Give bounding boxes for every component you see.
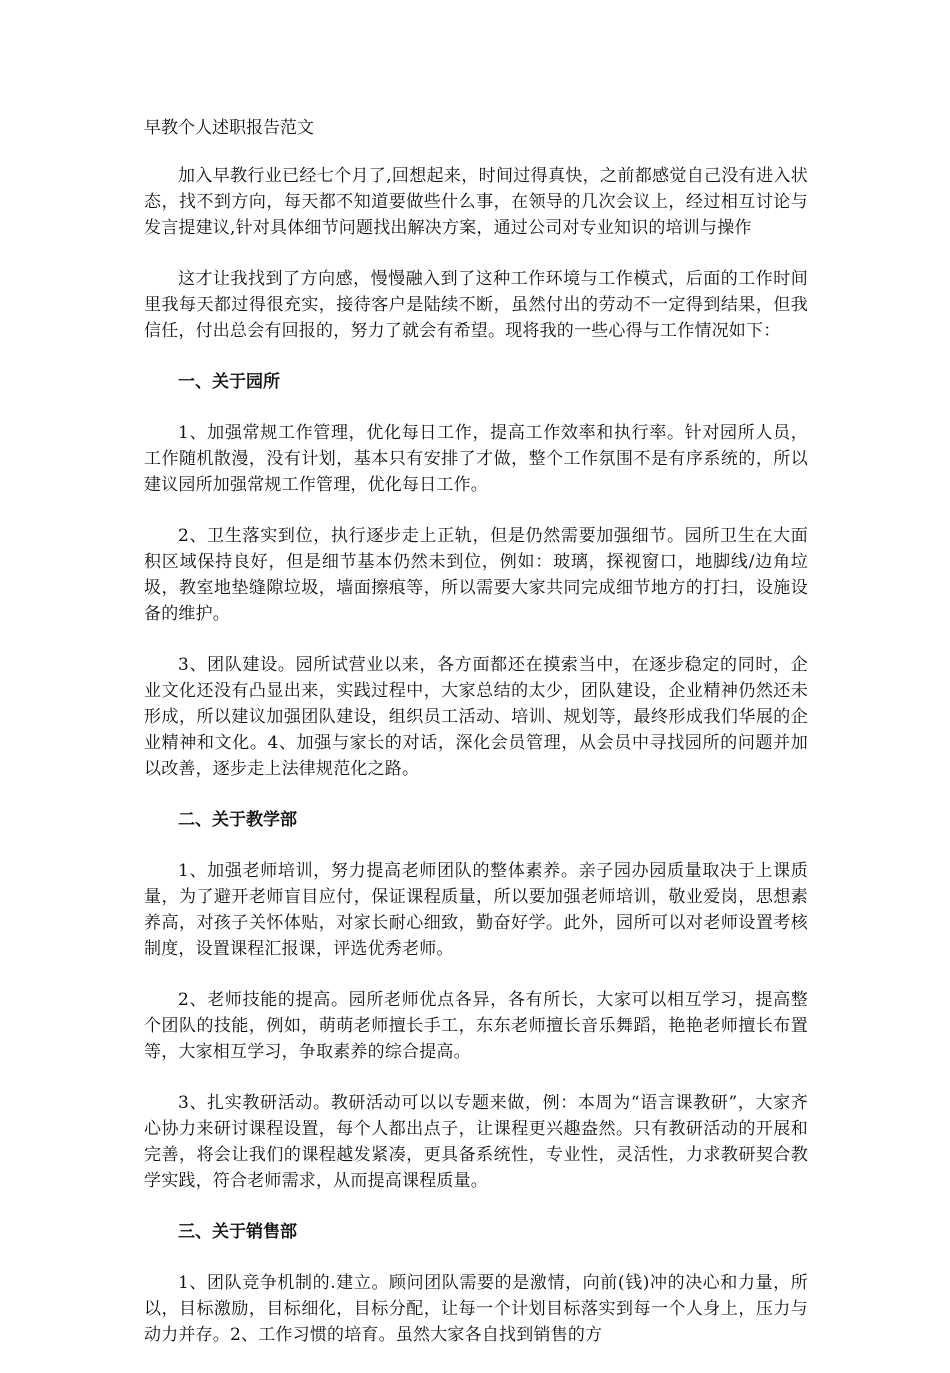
section-1-paragraph-3: 3、团队建设。园所试营业以来，各方面都还在摸索当中，在逐步稳定的同时，企业文化还没有凸显出来，实践过程中，大家总结的太少，团队建设，企业精神仍然还未形成，所以建议加强团队建设，组织员工活动、培训、规划等，最终形成我们华展的企业精神和文化。4、加强与家长的对话，深化会员管理，从会员中寻找园所的问题并加以改善，逐步走上法律规范化之路。 [144, 655, 808, 779]
section-3-paragraph-1: 1、团队竞争机制的.建立。顾问团队需要的是激情，向前(钱)冲的决心和力量，所以，目标激励，目标细化，目标分配，让每一个计划目标落实到每一个人身上，压力与动力并存。2、工作习惯的培育。虽然大家各自找到销售的方 [144, 1273, 808, 1345]
section-2-paragraph-1: 1、加强老师培训，努力提高老师团队的整体素养。亲子园办园质量取决于上课质量，为了避开老师盲目应付，保证课程质量，所以要加强老师培训，敬业爱岗，思想素养高，对孩子关怀体贴，对家长耐心细致，勤奋好学。此外，园所可以对老师设置考核制度，设置课程汇报课，评选优秀老师。 [144, 861, 808, 959]
section-heading-kindergarten: 一、关于园所 [178, 372, 280, 392]
section-1-paragraph-1: 1、加强常规工作管理，优化每日工作，提高工作效率和执行率。针对园所人员，工作随机散漫，没有计划，基本只有安排了才做，整个工作氛围不是有序系统的，所以建议园所加强常规工作管理，优化每日工作。 [144, 423, 808, 495]
document-page [144, 115, 808, 1373]
document-title: 早教个人述职报告范文 [144, 118, 314, 138]
intro-paragraph-2: 这才让我找到了方向感，慢慢融入到了这种工作环境与工作模式，后面的工作时间里我每天都过得很充实，接待客户是陆续不断，虽然付出的劳动不一定得到结果，但我信任，付出总会有回报的，努力了就会有希望。现将我的一些心得与工作情况如下： [144, 269, 808, 341]
intro-paragraph-1: 加入早教行业已经七个月了,回想起来，时间过得真快，之前都感觉自己没有进入状态，找不到方向，每天都不知道要做些什么事，在领导的几次会议上，经过相互讨论与发言提建议,针对具体细节问题找出解决方案，通过公司对专业知识的培训与操作 [144, 166, 808, 238]
section-heading-sales: 三、关于销售部 [178, 1222, 297, 1242]
section-2-paragraph-3: 3、扎实教研活动。教研活动可以以专题来做，例：本周为“语言课教研”，大家齐心协力来研讨课程设置，每个人都出点子，让课程更兴趣盎然。只有教研活动的开展和完善，将会让我们的课程越发紧凑，更具备系统性，专业性，灵活性，力求教研契合教学实践，符合老师需求，从而提高课程质量。 [144, 1093, 808, 1191]
section-1-paragraph-2: 2、卫生落实到位，执行逐步走上正轨，但是仍然需要加强细节。园所卫生在大面积区域保持良好，但是细节基本仍然未到位，例如：玻璃，探视窗口，地脚线/边角垃圾，教室地垫缝隙垃圾，墙面擦痕等，所以需要大家共同完成细节地方的打扫，设施设备的维护。 [144, 526, 808, 624]
section-heading-teaching: 二、关于教学部 [178, 810, 297, 830]
section-2-paragraph-2: 2、老师技能的提高。园所老师优点各异，各有所长，大家可以相互学习，提高整个团队的技能，例如，萌萌老师擅长手工，东东老师擅长音乐舞蹈，艳艳老师擅长布置等，大家相互学习，争取素养的综合提高。 [144, 990, 808, 1062]
